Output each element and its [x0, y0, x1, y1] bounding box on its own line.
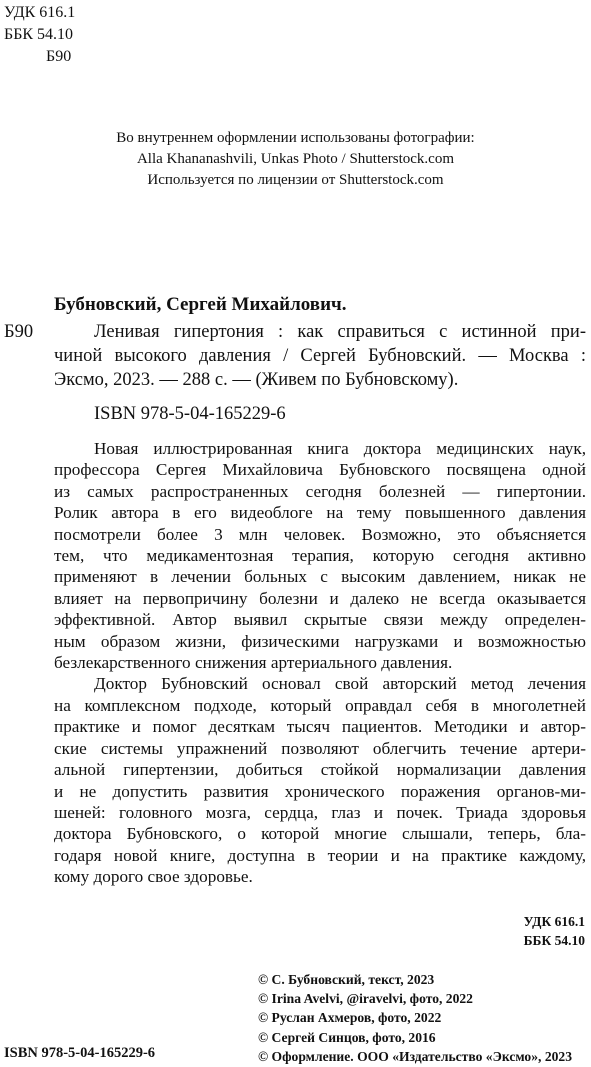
annotation-line: посмотрели более 3 млн человек. Возможно, это объясняется	[54, 524, 586, 544]
annotation-line: из самых распространенных сегодня болезней — гипертонии.	[54, 481, 586, 501]
isbn-main: ISBN 978-5-04-165229-6	[94, 404, 286, 424]
udk-code-bottom: УДК 616.1	[523, 914, 585, 929]
annotation-line: альной гипертензии, добиться стойкой нормализации давления	[54, 760, 586, 780]
author-heading: Бубновский, Сергей Михайлович.	[54, 294, 347, 315]
annotation-line: безлекарственного снижения артериального давления.	[54, 653, 453, 673]
annotation-line: ские системы упражнений позволяют облегчить течение артери-	[54, 738, 586, 758]
annotation-line: влияет на первопричину болезни и далеко не всегда оказывается	[54, 588, 586, 608]
annotation-line: и не допустить развития хронического поражения органов-ми-	[54, 781, 586, 801]
annotation-line: годаря новой книге, доступна в теории и на практике каждому,	[54, 845, 586, 865]
annotation	[54, 438, 586, 888]
credits-line: Во внутреннем оформлении использованы фотографии:	[116, 130, 475, 146]
annotation-line: профессора Сергея Михайловича Бубновского посвящена одной	[54, 460, 586, 480]
annotation-line: Новая иллюстрированная книга доктора медицинских наук,	[94, 439, 586, 458]
author-mark: Б90	[46, 48, 72, 65]
margin-author-mark: Б90	[4, 322, 34, 342]
isbn-bottom: ISBN 978-5-04-165229-6	[4, 1045, 156, 1061]
bbk-code-bottom: ББК 54.10	[523, 933, 585, 948]
annotation-line: ным образом жизни, физическими нагрузками и возможностью	[54, 631, 586, 651]
annotation-line: кому дорого свое здоровье.	[54, 867, 253, 887]
annotation-line: Доктор Бубновский основал свой авторский метод лечения	[94, 674, 586, 694]
bib-line: Эксмо, 2023. — 288 с. — (Живем по Бубновскому).	[54, 370, 459, 390]
annotation-paragraph-2	[54, 673, 586, 887]
annotation-paragraph-1	[54, 438, 586, 673]
copyright-line: © С. Бубновский, текст, 2023	[258, 972, 435, 987]
bibliographic-description	[54, 320, 586, 392]
bib-line: чиной высокого давления / Сергей Бубновский. — Москва :	[54, 346, 586, 366]
annotation-line: доктора Бубновского, о которой многие слышали, теперь, бла-	[54, 824, 586, 844]
annotation-line: Ролик автора в его видеоблоге на тему повышенного давления	[54, 503, 586, 523]
copyright-block	[258, 970, 572, 1066]
copyright-line: © Оформление. ООО «Издательство «Эксмо», 2023	[258, 1048, 573, 1064]
photo-credits	[0, 128, 591, 191]
annotation-line: практике и помог десяткам тысяч пациентов. Методики и автор-	[54, 717, 586, 737]
classification-block	[4, 2, 75, 68]
credits-line: Alla Khananashvili, Unkas Photo / Shutterstock.com	[136, 151, 455, 167]
annotation-line: на комплексном подходе, который оправдал себя в многолетней	[54, 695, 586, 715]
annotation-line: применяют в лечении больных с высоким давлением, никак не	[54, 567, 586, 587]
annotation-line: шеней: головного мозга, сердца, глаз и почек. Триада здоровья	[54, 802, 586, 822]
copyright-line: © Irina Avelvi, @iravelvi, фото, 2022	[258, 991, 473, 1007]
bib-line: Ленивая гипертония : как справиться с истинной при-	[94, 322, 586, 342]
copyright-line: © Сергей Синцов, фото, 2016	[258, 1029, 436, 1045]
credits-line: Используется по лицензии от Shutterstock.com	[147, 172, 444, 188]
annotation-line: тем, что медикаментозная терапия, которую сегодня активно	[54, 546, 586, 566]
bottom-codes	[524, 912, 585, 950]
udk-code: УДК 616.1	[4, 4, 76, 21]
copyright-line: © Руслан Ахмеров, фото, 2022	[258, 1010, 442, 1026]
annotation-line: эффективной. Автор выявил скрытые связи между определен-	[54, 610, 586, 630]
bbk-code: ББК 54.10	[4, 26, 74, 43]
